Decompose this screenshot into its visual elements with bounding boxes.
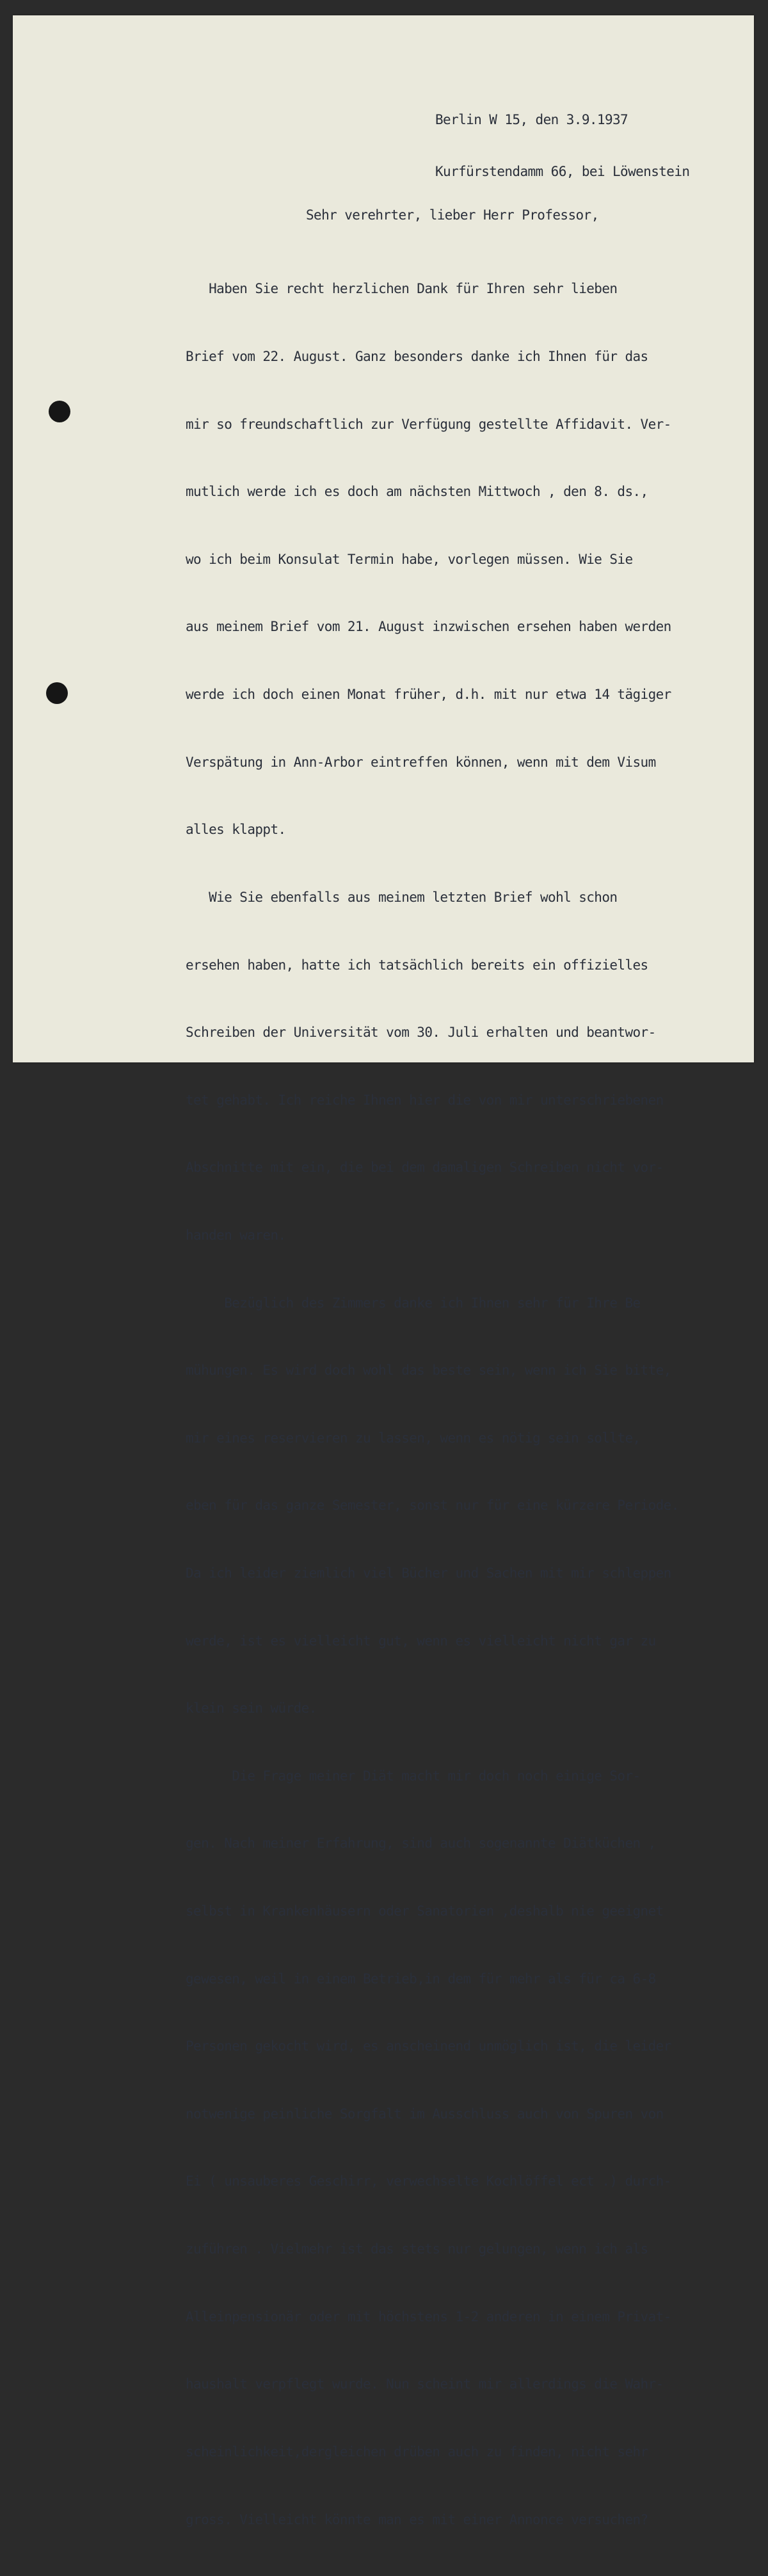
- body-line: Wie Sie ebenfalls aus meinem letzten Brief wohl schon: [186, 889, 618, 905]
- punch-hole: [46, 682, 68, 704]
- letter-header: [435, 77, 689, 215]
- body-line: klein sein würde.: [186, 1700, 317, 1716]
- body-line: Da ich leider ziemlich viel Bücher und Sachen mit mir schleppen: [186, 1565, 671, 1581]
- letter-page: [13, 15, 754, 2527]
- body-line: wo ich beim Konsulat Termin habe, vorlegen müssen. Wie Sie: [186, 551, 633, 567]
- body-line: Die Frage meiner Diät macht mir doch noch einige Sor-: [186, 1768, 641, 1784]
- body-line: notwenige peinliche Sorgfalt im Ausschluss auch von Spuren von: [186, 2106, 664, 2122]
- body-line: Abschnitte mit ein, die bei dem damaligen Schreiben nicht vor-: [186, 1160, 664, 1176]
- body-line: Alleinpensionär oder mit höchstens 1-2 anderen in einem Privat-: [186, 2308, 671, 2324]
- body-line: Schreiben der Universität vom 30. Juli erhalten und beantwor-: [186, 1025, 656, 1041]
- body-line: gross. Vielleicht könnte man es mit einer Annonce versuchen?: [186, 2511, 648, 2527]
- body-line: Verspätung in Ann-Arbor eintreffen können, wenn mit dem Visum: [186, 754, 656, 770]
- body-line: Haben Sie recht herzlichen Dank für Ihren sehr lieben: [186, 281, 618, 297]
- body-line: eben für das ganze Semester, sonst nur für eine kürzere Periode.: [186, 1498, 679, 1514]
- body-line: Brief vom 22. August. Ganz besonders danke ich Ihnen für das: [186, 349, 648, 365]
- body-line: mutlich werde ich es doch am nächsten Mittwoch , den 8. ds.,: [186, 484, 648, 500]
- body-line: Bezüglich des Zimmers danke ich Ihnen sehr für Ihre Be: [186, 1295, 641, 1311]
- body-line: Ei ( unsauberes Geschirr, verwechselte Kochlöffel ect .) durch-: [186, 2173, 671, 2189]
- body-line: alles klappt.: [186, 822, 286, 838]
- body-line: mir so freundschaftlich zur Verfügung gestellte Affidavit. Ver-: [186, 416, 671, 432]
- body-line: ersehen haben, hatte ich tatsächlich bereits ein offizielles: [186, 957, 648, 973]
- body-line: gen. Nach meiner Erfahrung, sind auch sogenannte Diätküchen ,: [186, 1836, 656, 1852]
- body-line: haushalt verpflegt wurde. Nun scheint mir allerdings die Wahr-: [186, 2376, 664, 2392]
- body-line: selbst in Krankenhäusern oder Sanatorien ,deshalb nie geeignet: [186, 1903, 664, 1919]
- place-date: Berlin W 15, den 3.9.1937: [435, 112, 628, 127]
- body-line: tet gehabt. Ich reiche Ihnen hier die von mir unterschriebenen: [186, 1092, 664, 1108]
- letter-body: [186, 233, 679, 2576]
- body-line: Personen gekocht wird, es anscheinend unmöglich ist, die leider: [186, 2038, 671, 2054]
- body-line: zuführen . Vielmehr ist das stets nur gelungen, wenn ich als: [186, 2241, 648, 2257]
- body-line: werde ich doch einen Monat früher, d.h. mit nur etwa 14 tägiger: [186, 687, 671, 703]
- body-line: handen waren.: [186, 1227, 286, 1243]
- punch-hole: [49, 401, 70, 422]
- body-line: aus meinem Brief vom 21. August inzwischen ersehen haben werden: [186, 619, 671, 635]
- body-line: mühungen. Es wird doch wohl das beste sein, wenn ich Sie bitte,: [186, 1363, 671, 1379]
- body-line: werde, ist es vielleicht gut, wenn es vielleicht nicht gar zu: [186, 1633, 656, 1649]
- body-line: mir eines reservieren zu lassen, wenn es nötig sein sollte,: [186, 1430, 641, 1446]
- sender-address: Kurfürstendamm 66, bei Löwenstein: [435, 164, 690, 179]
- body-line: gewesen, weil in einem Betrieb,in dem für mehr als für ca 6-8: [186, 1971, 656, 1987]
- salutation: Sehr verehrter, lieber Herr Professor,: [306, 207, 599, 223]
- body-line: scheinlichkeit,dergleichen drüben auch zu finden, nicht sehr: [186, 2444, 648, 2460]
